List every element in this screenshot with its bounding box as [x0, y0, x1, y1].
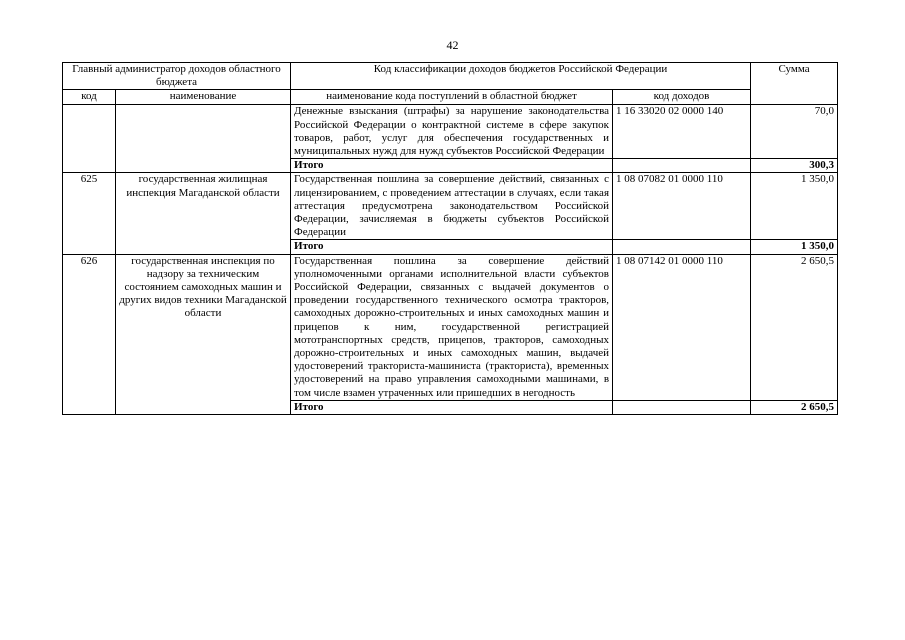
revenue-classification-table — [62, 62, 838, 415]
header-col-income-code: код доходов — [613, 90, 751, 105]
total-amount: 300,3 — [751, 159, 838, 173]
header-col-name: наименование — [116, 90, 291, 105]
total-empty-cell — [613, 400, 751, 414]
description-cell: Денежные взыскания (штрафы) за нарушение законодательства Российской Федерации о контрактной системе в сфере закупок товаров, работ, услуг для обеспечения государственных и муниципальных нужд для нужд субъектов Российской Федерации — [291, 105, 613, 159]
header-col-code: код — [63, 90, 116, 105]
description-cell: Государственная пошлина за совершение действий, связанных с лицензированием, с проведением аттестации в случаях, если такая аттестация предусмотрена законодательством Российской Федерации, зачисляемая в бюджеты субъектов Российской Федерации — [291, 173, 613, 240]
admin-code-cell — [63, 105, 116, 173]
description-cell: Государственная пошлина за совершение действий уполномоченными органами исполнительной власти субъектов Российской Федерации, связанных с выдачей документов о проведении государственного технического осмотра тракторов, самоходных дорожно-строительных и иных самоходных машин и прицепов к ним, государственной регистрацией мототранспортных средств, прицепов, тракторов, самоходных дорожно-строительных и иных самоходных машин, выдачей удостоверений тракториста-машиниста (тракториста), временных удостоверений на право управления самоходными машинами, в том числе взамен утраченных или пришедших в негодность — [291, 254, 613, 400]
table-row — [63, 254, 838, 400]
admin-name-cell: государственная инспекция по надзору за техническим состоянием самоходных машин и других видов техники Магаданской области — [116, 254, 291, 414]
header-admin-group: Главный администратор доходов областного бюджета — [63, 63, 291, 90]
amount-cell: 70,0 — [751, 105, 838, 159]
admin-code-cell: 625 — [63, 173, 116, 254]
total-empty-cell — [613, 240, 751, 254]
income-code-cell: 1 08 07142 01 0000 110 — [613, 254, 751, 400]
page-number: 42 — [446, 38, 459, 52]
header-sum: Сумма — [751, 63, 838, 105]
total-amount: 2 650,5 — [751, 400, 838, 414]
total-label: Итого — [291, 159, 613, 173]
amount-cell: 2 650,5 — [751, 254, 838, 400]
income-code-cell: 1 16 33020 02 0000 140 — [613, 105, 751, 159]
table-row — [63, 173, 838, 240]
header-col-receipt-name: наименование кода поступлений в областной бюджет — [291, 90, 613, 105]
admin-name-cell — [116, 105, 291, 173]
income-code-cell: 1 08 07082 01 0000 110 — [613, 173, 751, 240]
admin-code-cell: 626 — [63, 254, 116, 414]
admin-name-cell: государственная жилищная инспекция Магаданской области — [116, 173, 291, 254]
total-empty-cell — [613, 159, 751, 173]
total-amount: 1 350,0 — [751, 240, 838, 254]
total-label: Итого — [291, 400, 613, 414]
amount-cell: 1 350,0 — [751, 173, 838, 240]
total-label: Итого — [291, 240, 613, 254]
header-classification-group: Код классификации доходов бюджетов Российской Федерации — [291, 63, 751, 90]
table-row — [63, 105, 838, 159]
